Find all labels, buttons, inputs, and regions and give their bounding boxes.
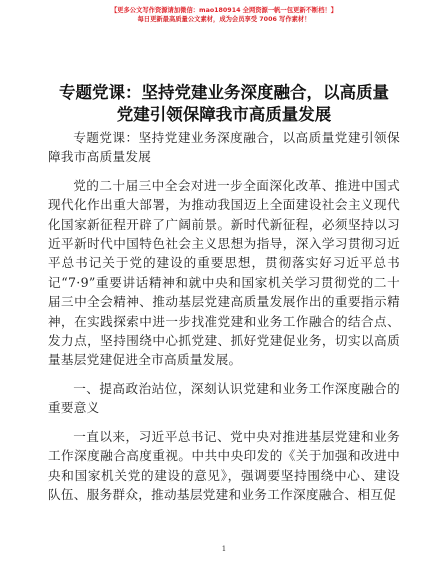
- paragraph-intro: 党的二十届三中全会对进一步全面深化改革、推进中国式现代化作出重大部署，为推动我国迈上全面建设社会主义现代化国家新征程开辟了广阔前景。新时代新征程，必须坚持以习近平新时代中国特色社会主义思想为指导，深入学习贯彻习近平总书记关于党的建设的重要思想，贯彻落实好习近平总书记“7·9”重要讲话精神和就中央和国家机关学习贯彻党的二十届三中全会精神、推动基层党建高质量发展作出的重要指示精神，在实践探索中进一步找准党建和业务工作融合的结合点、发力点，坚持围绕中心抓党建、抓好党建促业务，切实以高质量基层党建促进全市高质量发展。: [48, 177, 400, 368]
- header-banner: [0, 6, 448, 24]
- document-title: [40, 82, 408, 126]
- paragraph-section-1: 一直以来，习近平总书记、党中央对推进基层党建和业务工作深度融合高度重视。中共中央印发的《关于加强和改进中央和国家机关党的建设的意见》，强调要坚持围绕中心、建设队伍、服务群众，推动基层党建和业务工作深度融合、相互促: [48, 428, 400, 502]
- section-heading: 一、提高政治站位，深刻认识党建和业务工作深度融合的重要意义: [48, 380, 400, 416]
- paragraph-subtitle: 专题党课：坚持党建业务深度融合，以高质量党建引领保障我市高质量发展: [48, 130, 400, 165]
- document-body: [48, 128, 400, 513]
- banner-line-1: 【更多公文写作资源请加微信：mao180914 全网资源一帆一包更新不断档！】: [110, 7, 338, 14]
- title-line-1: 专题党课：坚持党建业务深度融合，以高质量: [59, 83, 389, 102]
- title-line-2: 党建引领保障我市高质量发展: [116, 105, 332, 124]
- banner-line-2: 每日更新最高质量公文素材，成为会员享受 7006 写作素材！: [137, 16, 311, 23]
- page-number: 1: [221, 545, 227, 553]
